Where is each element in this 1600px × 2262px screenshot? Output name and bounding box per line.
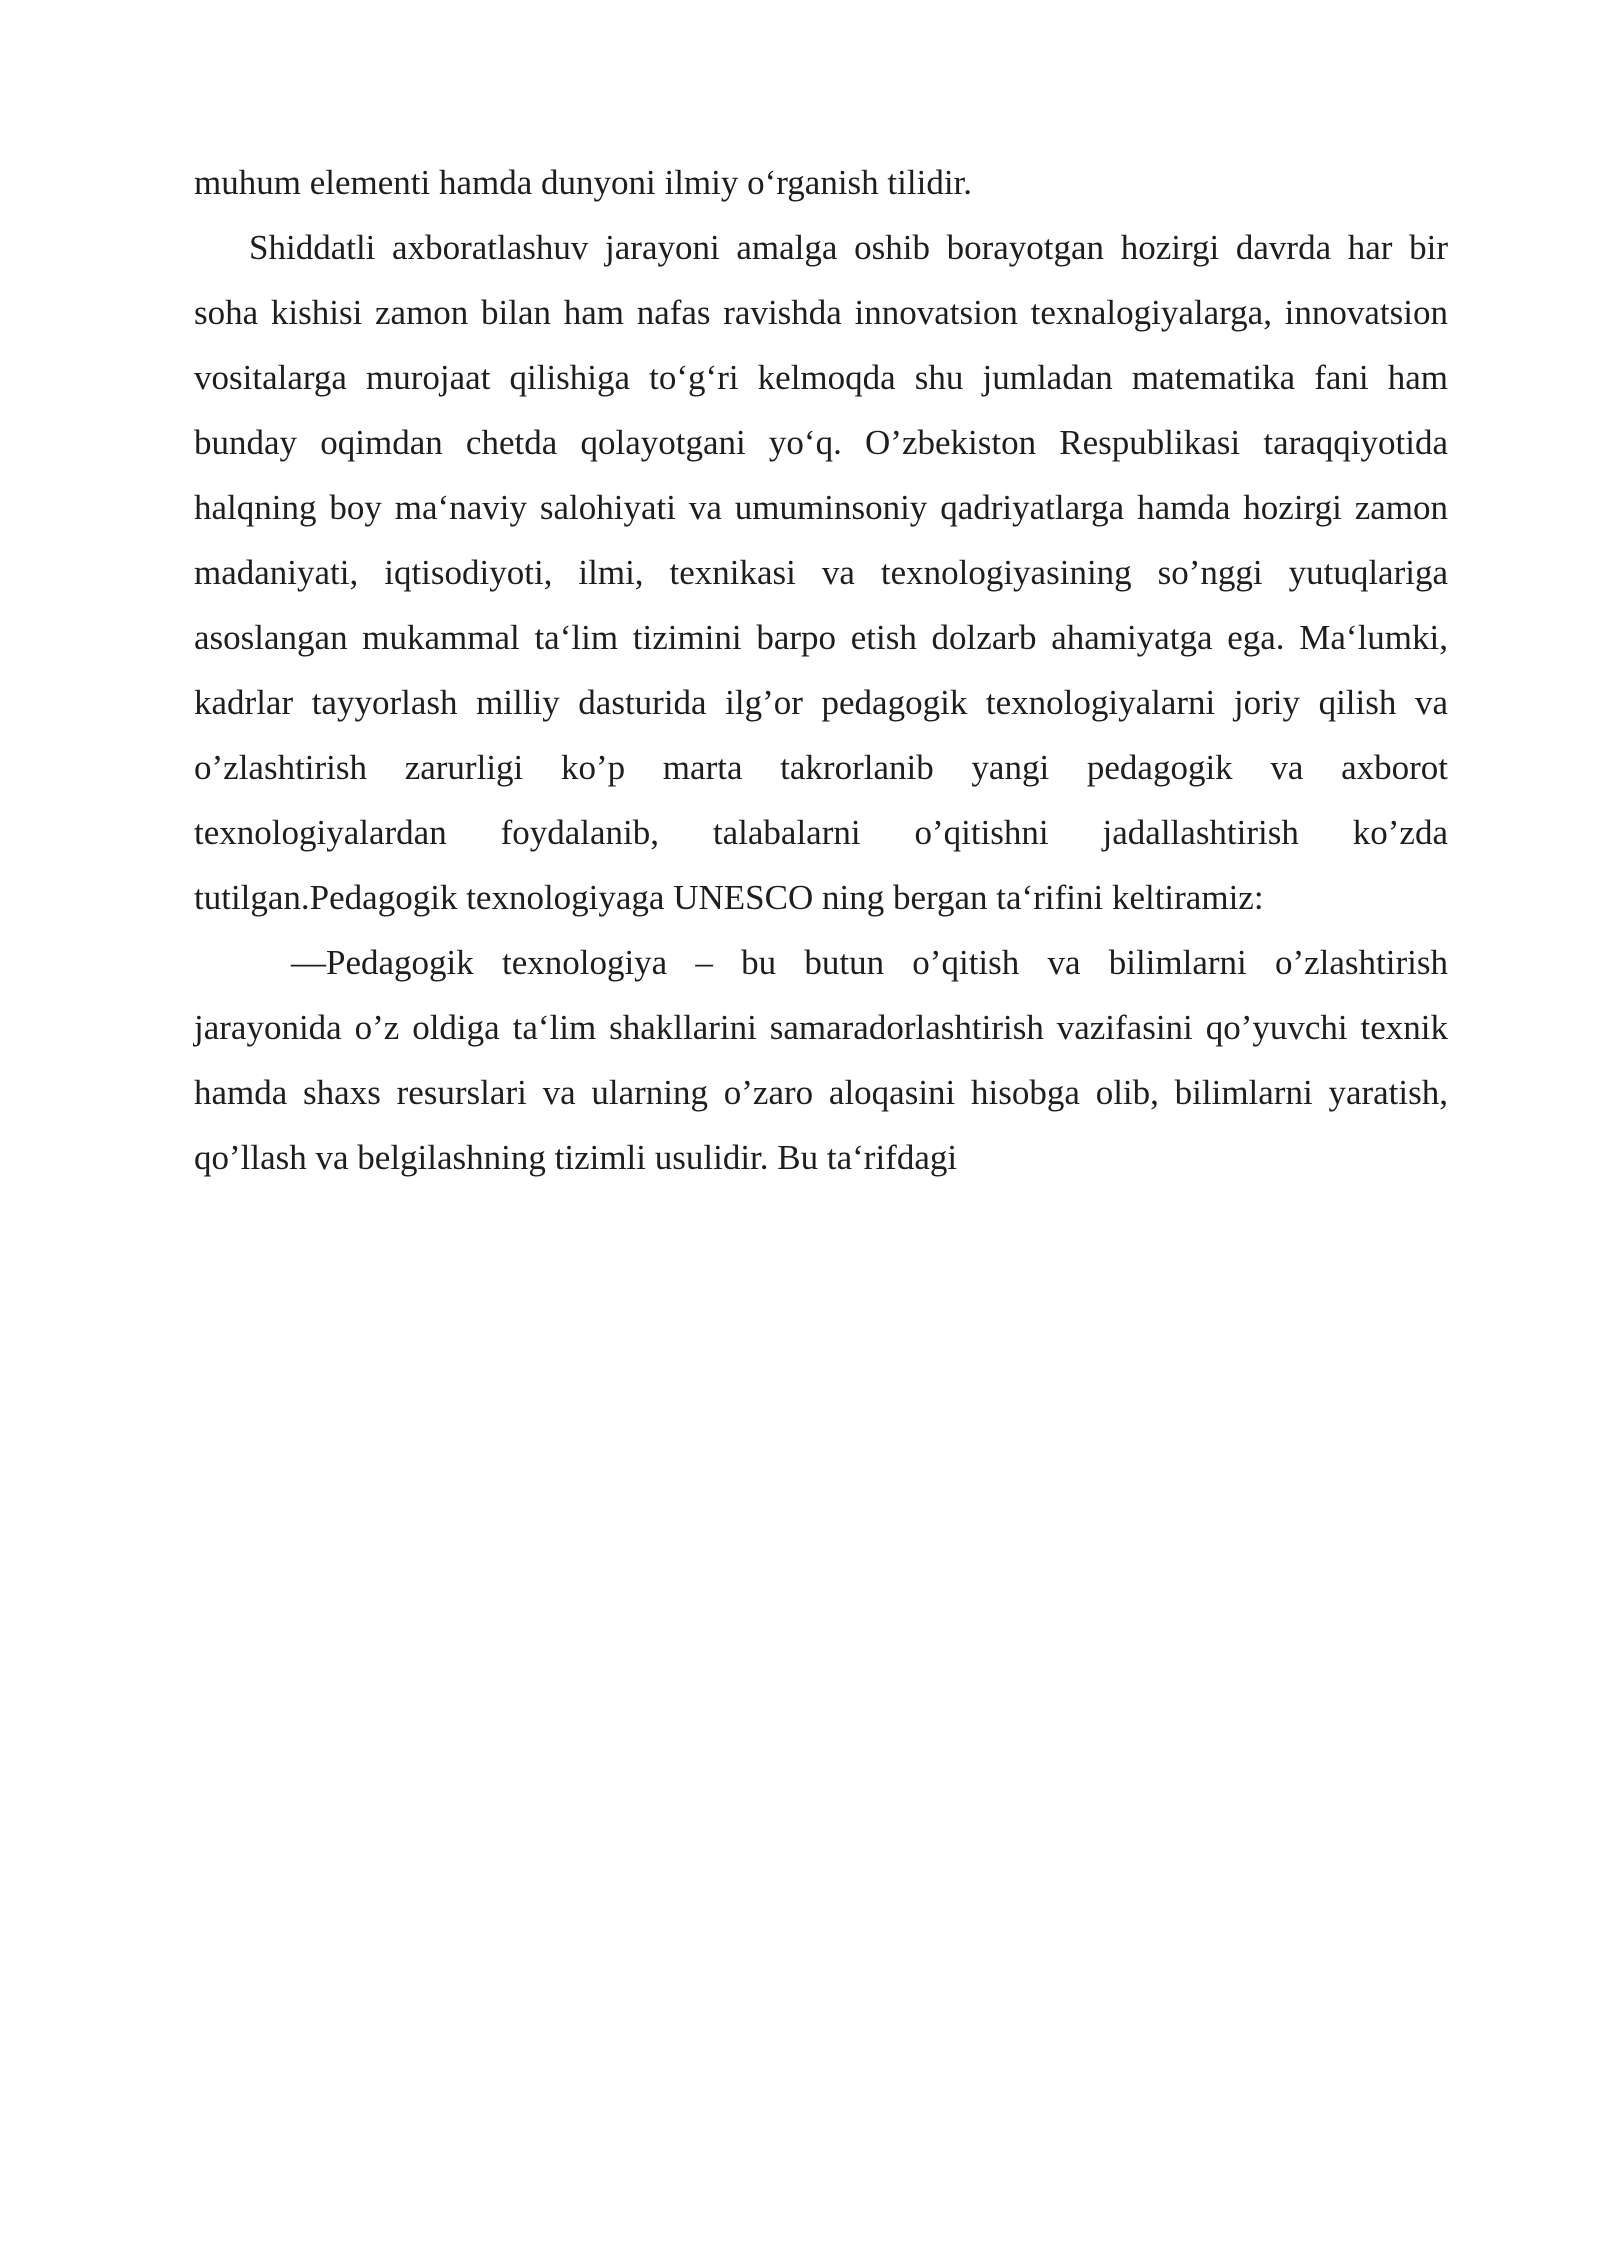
- paragraph-definition: ―Pedagogik texnologiya – bu butun o’qitish va bilimlarni o’zlashtirish jarayonida o’z oldiga ta‘lim shakllarini samaradorlashtirish vazifasini qo’yuvchi texnik hamda shaxs resurslari va ularning o’zaro aloqasini hisobga olib, bilimlarni yaratish, qo’llash va belgilashning tizimli usulidir. Bu ta‘rifdagi: [194, 943, 1448, 1177]
- paragraph-body: Shiddatli axboratlashuv jarayoni amalga oshib borayotgan hozirgi davrda har bir soha kishisi zamon bilan ham nafas ravishda innovatsion texnalogiyalarga, innovatsion vositalarga murojaat qilishiga to‘g‘ri kelmoqda shu jumladan matematika fani ham bunday oqimdan chetda qolayotgani yo‘q. O’zbekiston Respublikasi taraqqiyotida halqning boy ma‘naviy salohiyati va umuminsoniy qadriyatlarga hamda hozirgi zamon madaniyati, iqtisodiyoti, ilmi, texnikasi va texnologiyasining so’nggi yutuqlariga asoslangan mukammal ta‘lim tizimini barpo etish dolzarb ahamiyatga ega. Ma‘lumki, kadrlar tayyorlash milliy dasturida ilg’or pedagogik texnologiyalarni joriy qilish va o’zlashtirish zarurligi ko’p marta takrorlanib yangi pedagogik va axborot texnologiyalardan foydalanib, talabalarni o’qitishni jadallashtirish ko’zda tutilgan.Pedagogik texnologiyaga UNESCO ning bergan ta‘rifini keltiramiz:: [194, 228, 1448, 917]
- paragraph-continuation: muhum elementi hamda dunyoni ilmiy o‘rganish tilidir.: [194, 163, 973, 202]
- document-page: [194, 150, 1448, 1190]
